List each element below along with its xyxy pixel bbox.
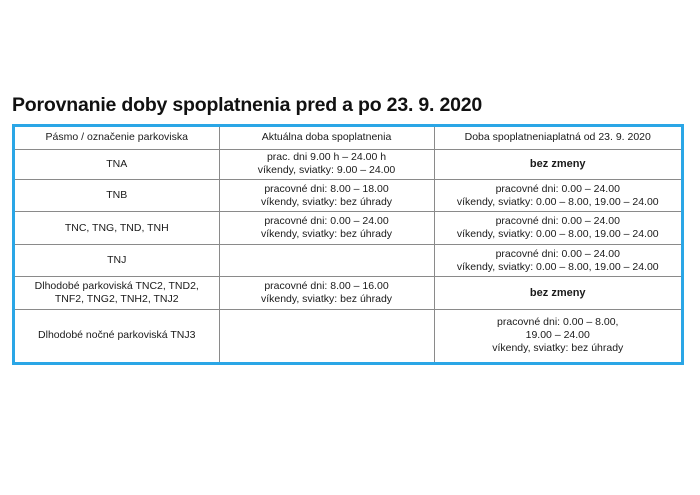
cell-line: víkendy, sviatky: bez úhrady: [260, 228, 393, 241]
cell-line: víkendy, sviatky: 0.00 – 8.00, 19.00 – 24.00: [456, 228, 659, 241]
cell-new: [434, 149, 681, 179]
cell-zone: [15, 179, 219, 211]
cell-line: víkendy, sviatky: 0.00 – 8.00, 19.00 – 24.00: [456, 195, 659, 208]
table-row: [15, 309, 681, 362]
cell-line: víkendy, sviatky: 0.00 – 8.00, 19.00 – 24.00: [456, 260, 659, 273]
cell-new: [434, 309, 681, 362]
cell-line: pracovné dni: 0.00 – 24.00: [264, 215, 389, 228]
pricing-table: [15, 127, 681, 362]
table-row: [15, 277, 681, 309]
cell-line: TNC, TNG, TND, TNH: [64, 221, 169, 234]
cell-current: [219, 149, 434, 179]
table-row: [15, 212, 681, 244]
table-row: [15, 244, 681, 276]
cell-line: pracovné dni: 0.00 – 24.00: [495, 215, 620, 228]
cell-zone: [15, 212, 219, 244]
cell-line: 19.00 – 24.00: [525, 329, 590, 342]
cell-line: pracovné dni: 8.00 – 16.00: [264, 280, 389, 292]
cell-new: [434, 244, 681, 276]
cell-line: TNB: [106, 189, 128, 202]
cell-line: TNA: [106, 157, 128, 170]
cell-line: pracovné dni: 8.00 – 18.00: [264, 182, 389, 195]
cell-line: víkendy, sviatky: bez úhrady: [260, 195, 393, 208]
header-new: Doba spoplatneniaplatná od 23. 9. 2020: [434, 127, 681, 149]
cell-zone: [15, 149, 219, 179]
cell-line: pracovné dni: 0.00 – 24.00: [495, 182, 620, 195]
table-header-row: [15, 127, 681, 149]
cell-current: [219, 277, 434, 309]
cell-line: pracovné dni: 0.00 – 8.00,: [497, 316, 619, 329]
cell-current: [219, 179, 434, 211]
cell-line: bez zmeny: [529, 157, 586, 170]
table-row: [15, 149, 681, 179]
cell-zone: [15, 309, 219, 362]
header-current: Aktuálna doba spoplatnenia: [219, 127, 434, 149]
pricing-table-frame: [12, 124, 684, 365]
cell-line: Dlhodobé parkoviská TNC2, TND2,: [34, 280, 199, 292]
cell-line: víkendy, sviatky: 9.00 – 24.00: [257, 164, 396, 177]
cell-line: prac. dni 9.00 h – 24.00 h: [266, 151, 387, 164]
cell-line: pracovné dni: 0.00 – 24.00: [495, 247, 620, 260]
cell-line: bez zmeny: [529, 286, 586, 299]
page-title: Porovnanie doby spoplatnenia pred a po 23. 9. 2020: [12, 94, 483, 116]
cell-line: víkendy, sviatky: bez úhrady: [260, 293, 393, 305]
cell-line: Dlhodobé nočné parkoviská TNJ3: [38, 329, 196, 342]
cell-zone: [15, 244, 219, 276]
cell-zone: [15, 277, 219, 309]
cell-new: [434, 179, 681, 211]
cell-new: [434, 277, 681, 309]
cell-line: TNF2, TNG2, TNH2, TNJ2: [54, 293, 179, 305]
cell-current: [219, 244, 434, 276]
cell-line: víkendy, sviatky: bez úhrady: [492, 342, 624, 355]
cell-current: [219, 212, 434, 244]
cell-line: TNJ: [107, 254, 127, 267]
table-row: [15, 179, 681, 211]
cell-current: [219, 309, 434, 362]
header-zone: Pásmo / označenie parkoviska: [15, 127, 219, 149]
cell-new: [434, 212, 681, 244]
